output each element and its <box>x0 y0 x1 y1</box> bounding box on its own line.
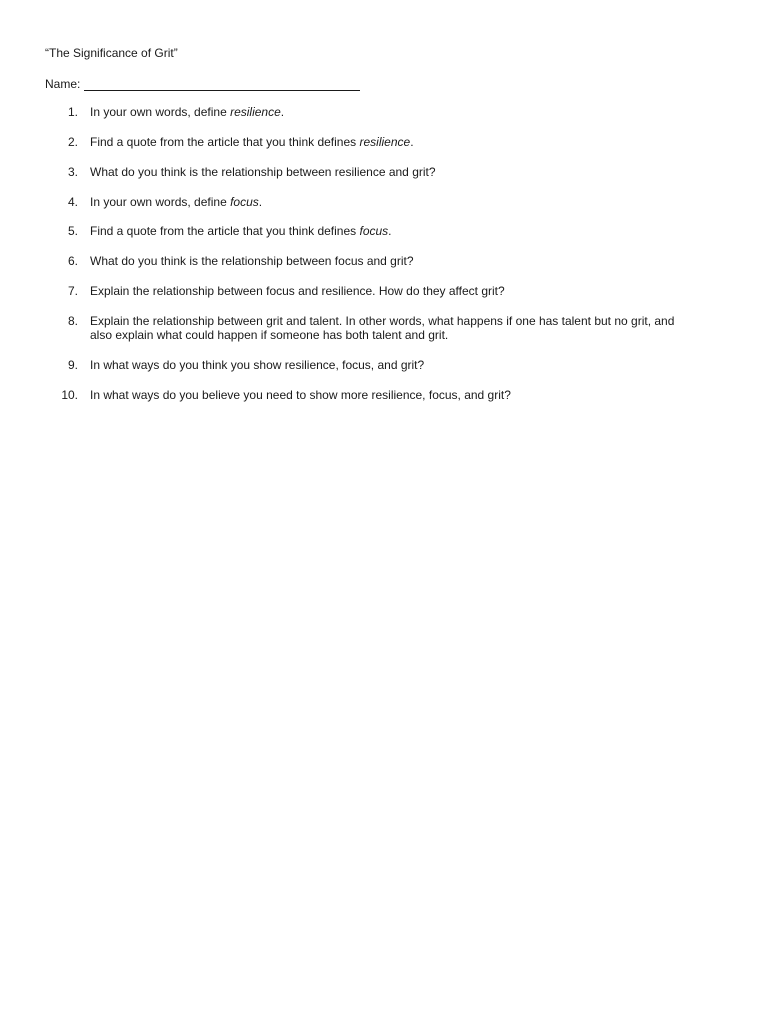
question-number: 5. <box>67 224 78 238</box>
question-text: Explain the relationship between focus and resilience. How do they affect grit? <box>90 284 505 298</box>
question-text-part: Find a quote from the article that you think defines <box>90 135 360 149</box>
question-text-part: Find a quote from the article that you think defines <box>90 224 360 238</box>
question-emphasis: focus <box>230 195 259 209</box>
question-number: 6. <box>67 254 78 268</box>
question-text <box>90 195 730 209</box>
question-text <box>90 135 730 149</box>
question-number: 2. <box>67 135 78 149</box>
question-text-part: . <box>258 195 263 209</box>
question-emphasis: resilience <box>230 105 281 119</box>
name-blank-line <box>84 77 360 91</box>
question-text: In what ways do you think you show resilience, focus, and grit? <box>90 358 425 372</box>
question-text-part: In your own words, define <box>90 105 231 119</box>
question-number: 1. <box>67 105 78 119</box>
question-number: 4. <box>67 195 78 209</box>
question-number: 10. <box>61 388 78 402</box>
name-field <box>45 77 360 91</box>
question-text <box>90 314 730 342</box>
question-number: 3. <box>67 165 78 179</box>
name-label: Name: <box>45 77 81 91</box>
question-text: In what ways do you believe you need to show more resilience, focus, and grit? <box>90 388 511 402</box>
question-emphasis: focus <box>359 224 389 238</box>
document-title: “The Significance of Grit” <box>45 46 178 60</box>
question-text <box>90 224 730 238</box>
question-text-part: In your own words, define <box>90 195 231 209</box>
question-text-part: . <box>388 224 392 238</box>
question-number: 8. <box>67 314 78 328</box>
question-text-part: . <box>410 135 414 149</box>
question-text-part: . <box>280 105 285 119</box>
question-number: 7. <box>67 284 78 298</box>
question-text: What do you think is the relationship between focus and grit? <box>90 254 414 268</box>
question-text-line: Explain the relationship between grit and talent. In other words, what happens if one has talent but no grit, and <box>90 314 675 328</box>
question-text <box>90 105 730 119</box>
question-text-line: also explain what could happen if someone has both talent and grit. <box>90 328 449 342</box>
question-emphasis: resilience <box>359 135 411 149</box>
question-number: 9. <box>67 358 78 372</box>
question-text: What do you think is the relationship between resilience and grit? <box>90 165 436 179</box>
